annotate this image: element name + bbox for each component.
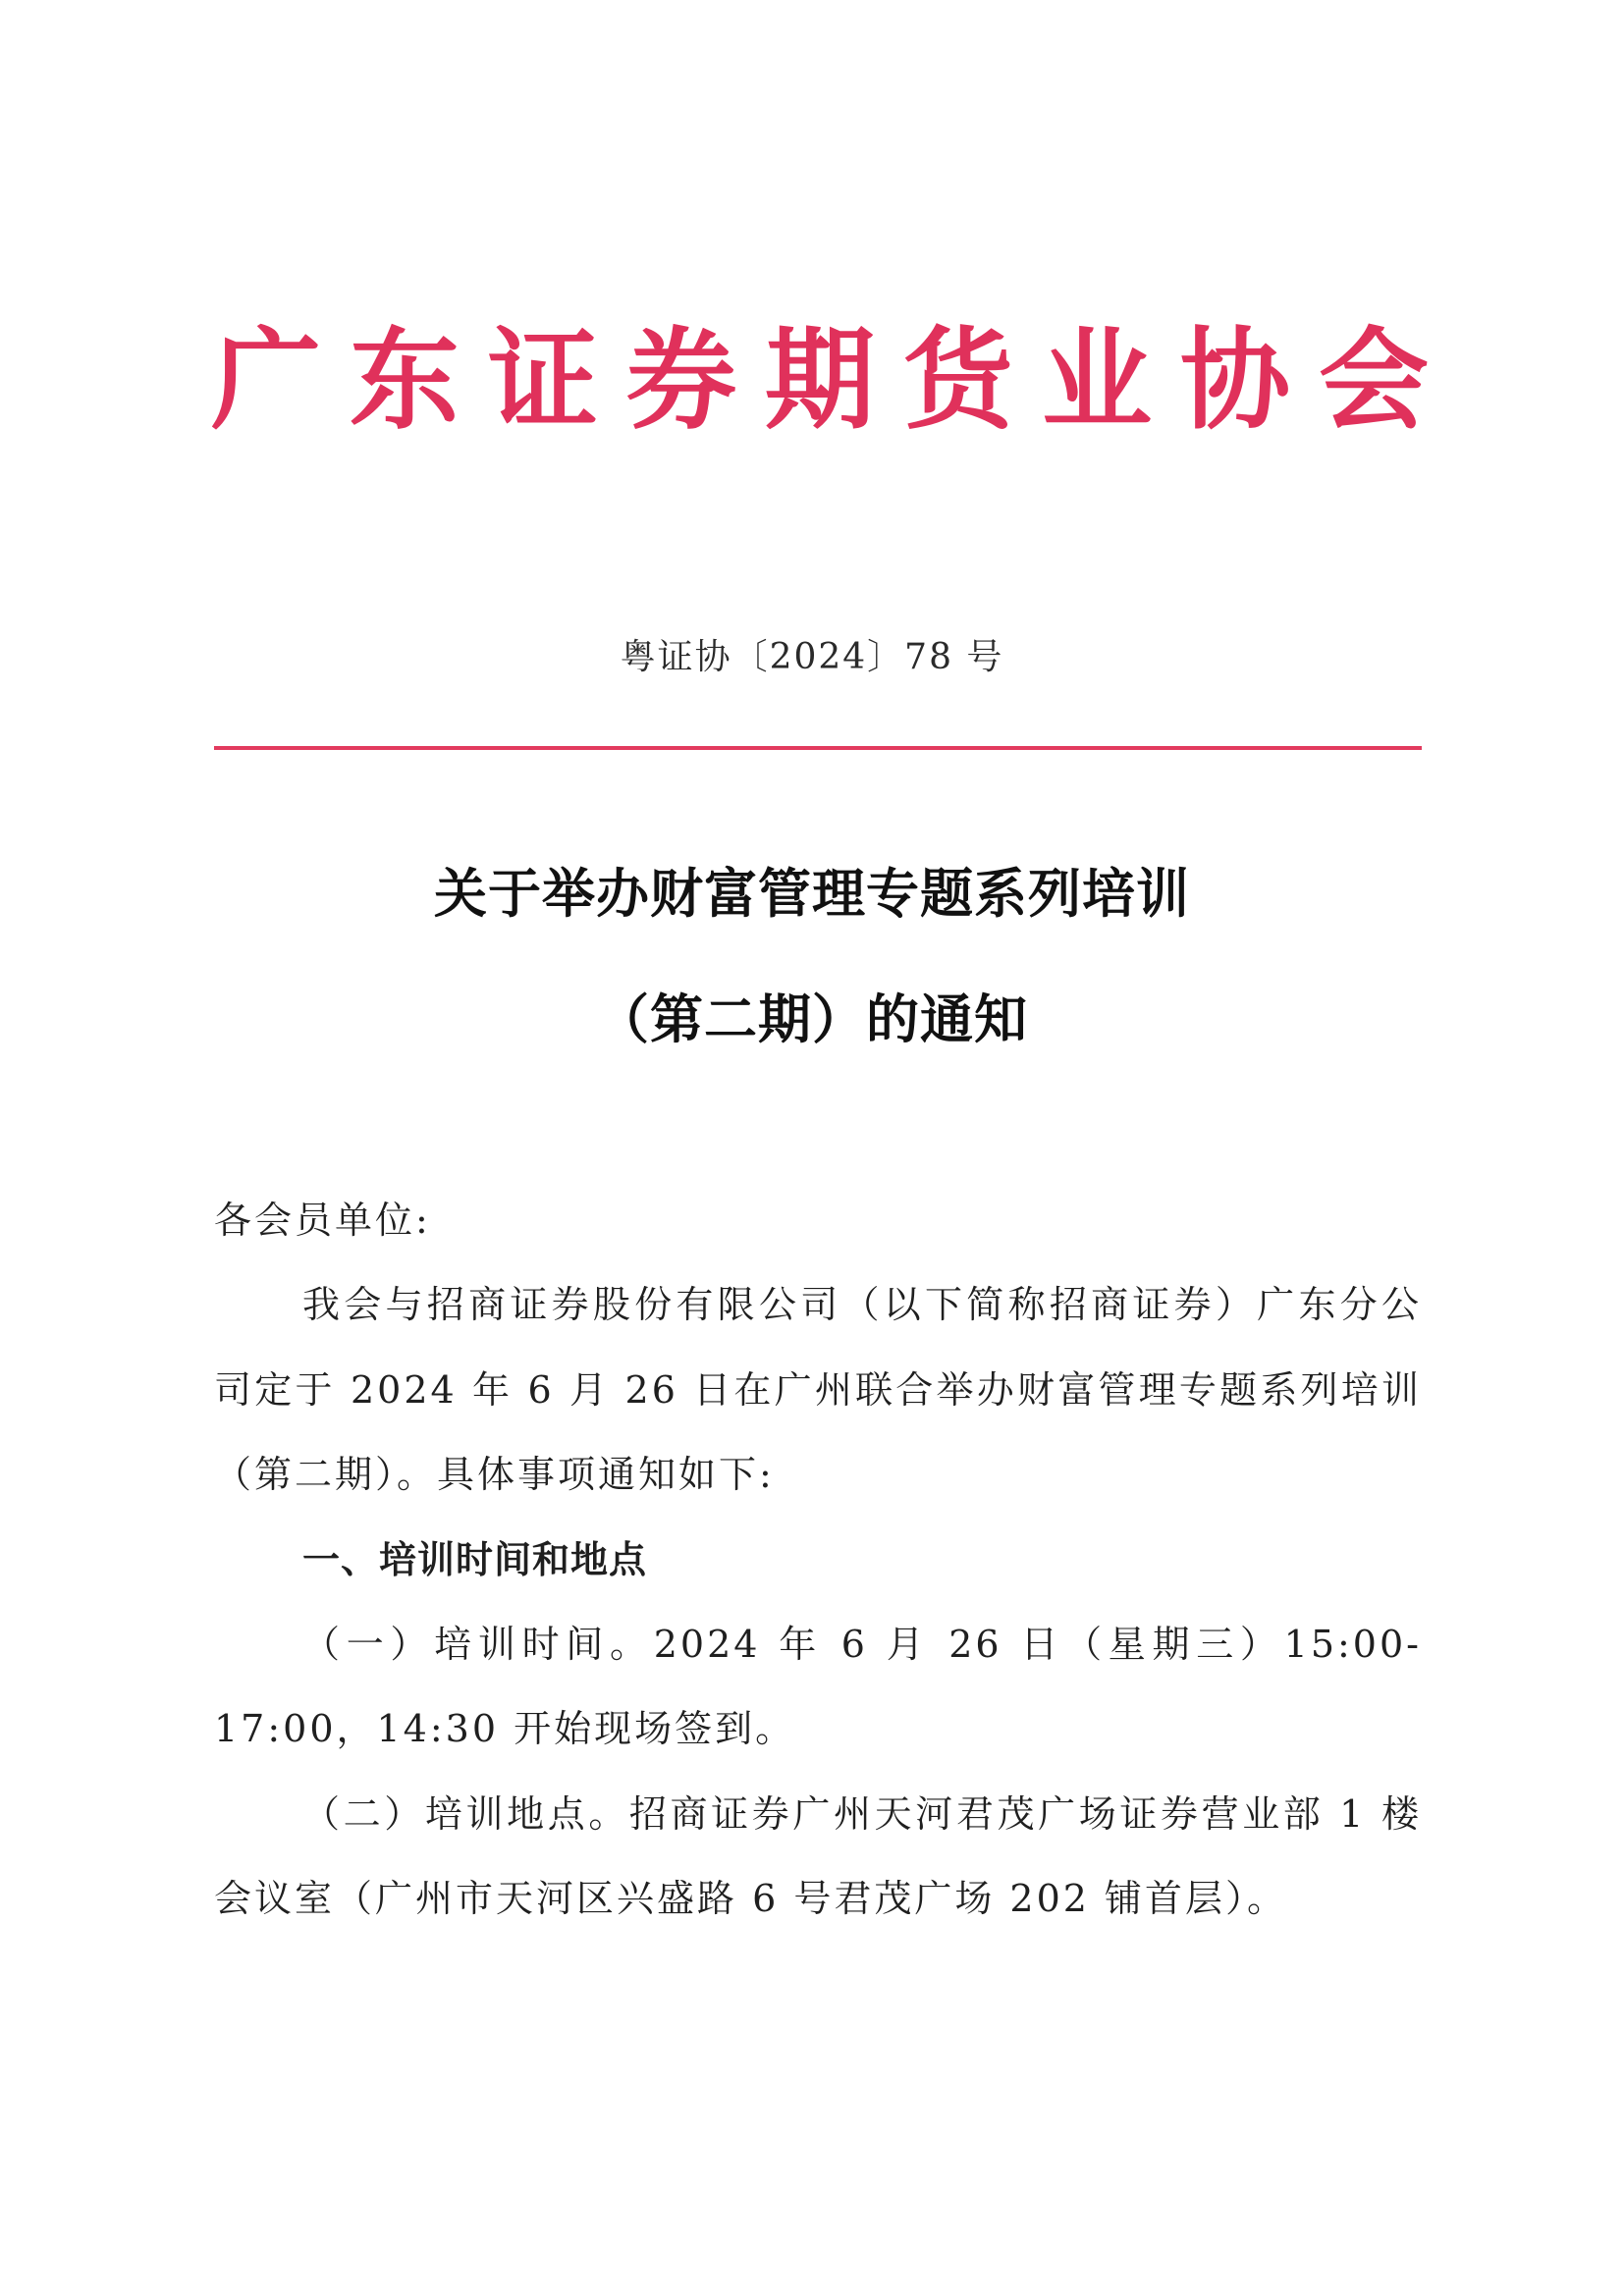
item-training-location: （二）培训地点。招商证券广州天河君茂广场证券营业部 1 楼会议室（广州市天河区兴盛路 6 号君茂广场 202 铺首层）。 bbox=[214, 1791, 1422, 1921]
section-1-heading: 一、培训时间和地点 bbox=[302, 1537, 648, 1581]
document-number: 粤证协〔2024〕78 号 bbox=[620, 637, 1004, 677]
intro-paragraph: 我会与招商证券股份有限公司（以下简称招商证券）广东分公司定于 2024 年 6 月 26 日在广州联合举办财富管理专题系列培训（第二期）。具体事项通知如下: bbox=[214, 1283, 1422, 1497]
red-separator-line bbox=[214, 746, 1422, 750]
issuing-organization-name: 广东证券期货业协会 bbox=[211, 316, 1429, 445]
notice-body bbox=[214, 1178, 1422, 1942]
notice-title-line-2: （第二期）的通知 bbox=[596, 988, 1028, 1050]
salutation: 各会员单位: bbox=[214, 1199, 431, 1242]
notice-title-line-1: 关于举办财富管理专题系列培训 bbox=[434, 862, 1190, 925]
item-training-time: （一）培训时间。2024 年 6 月 26 日（星期三）15:00-17:00，14:30 开始现场签到。 bbox=[214, 1623, 1422, 1751]
